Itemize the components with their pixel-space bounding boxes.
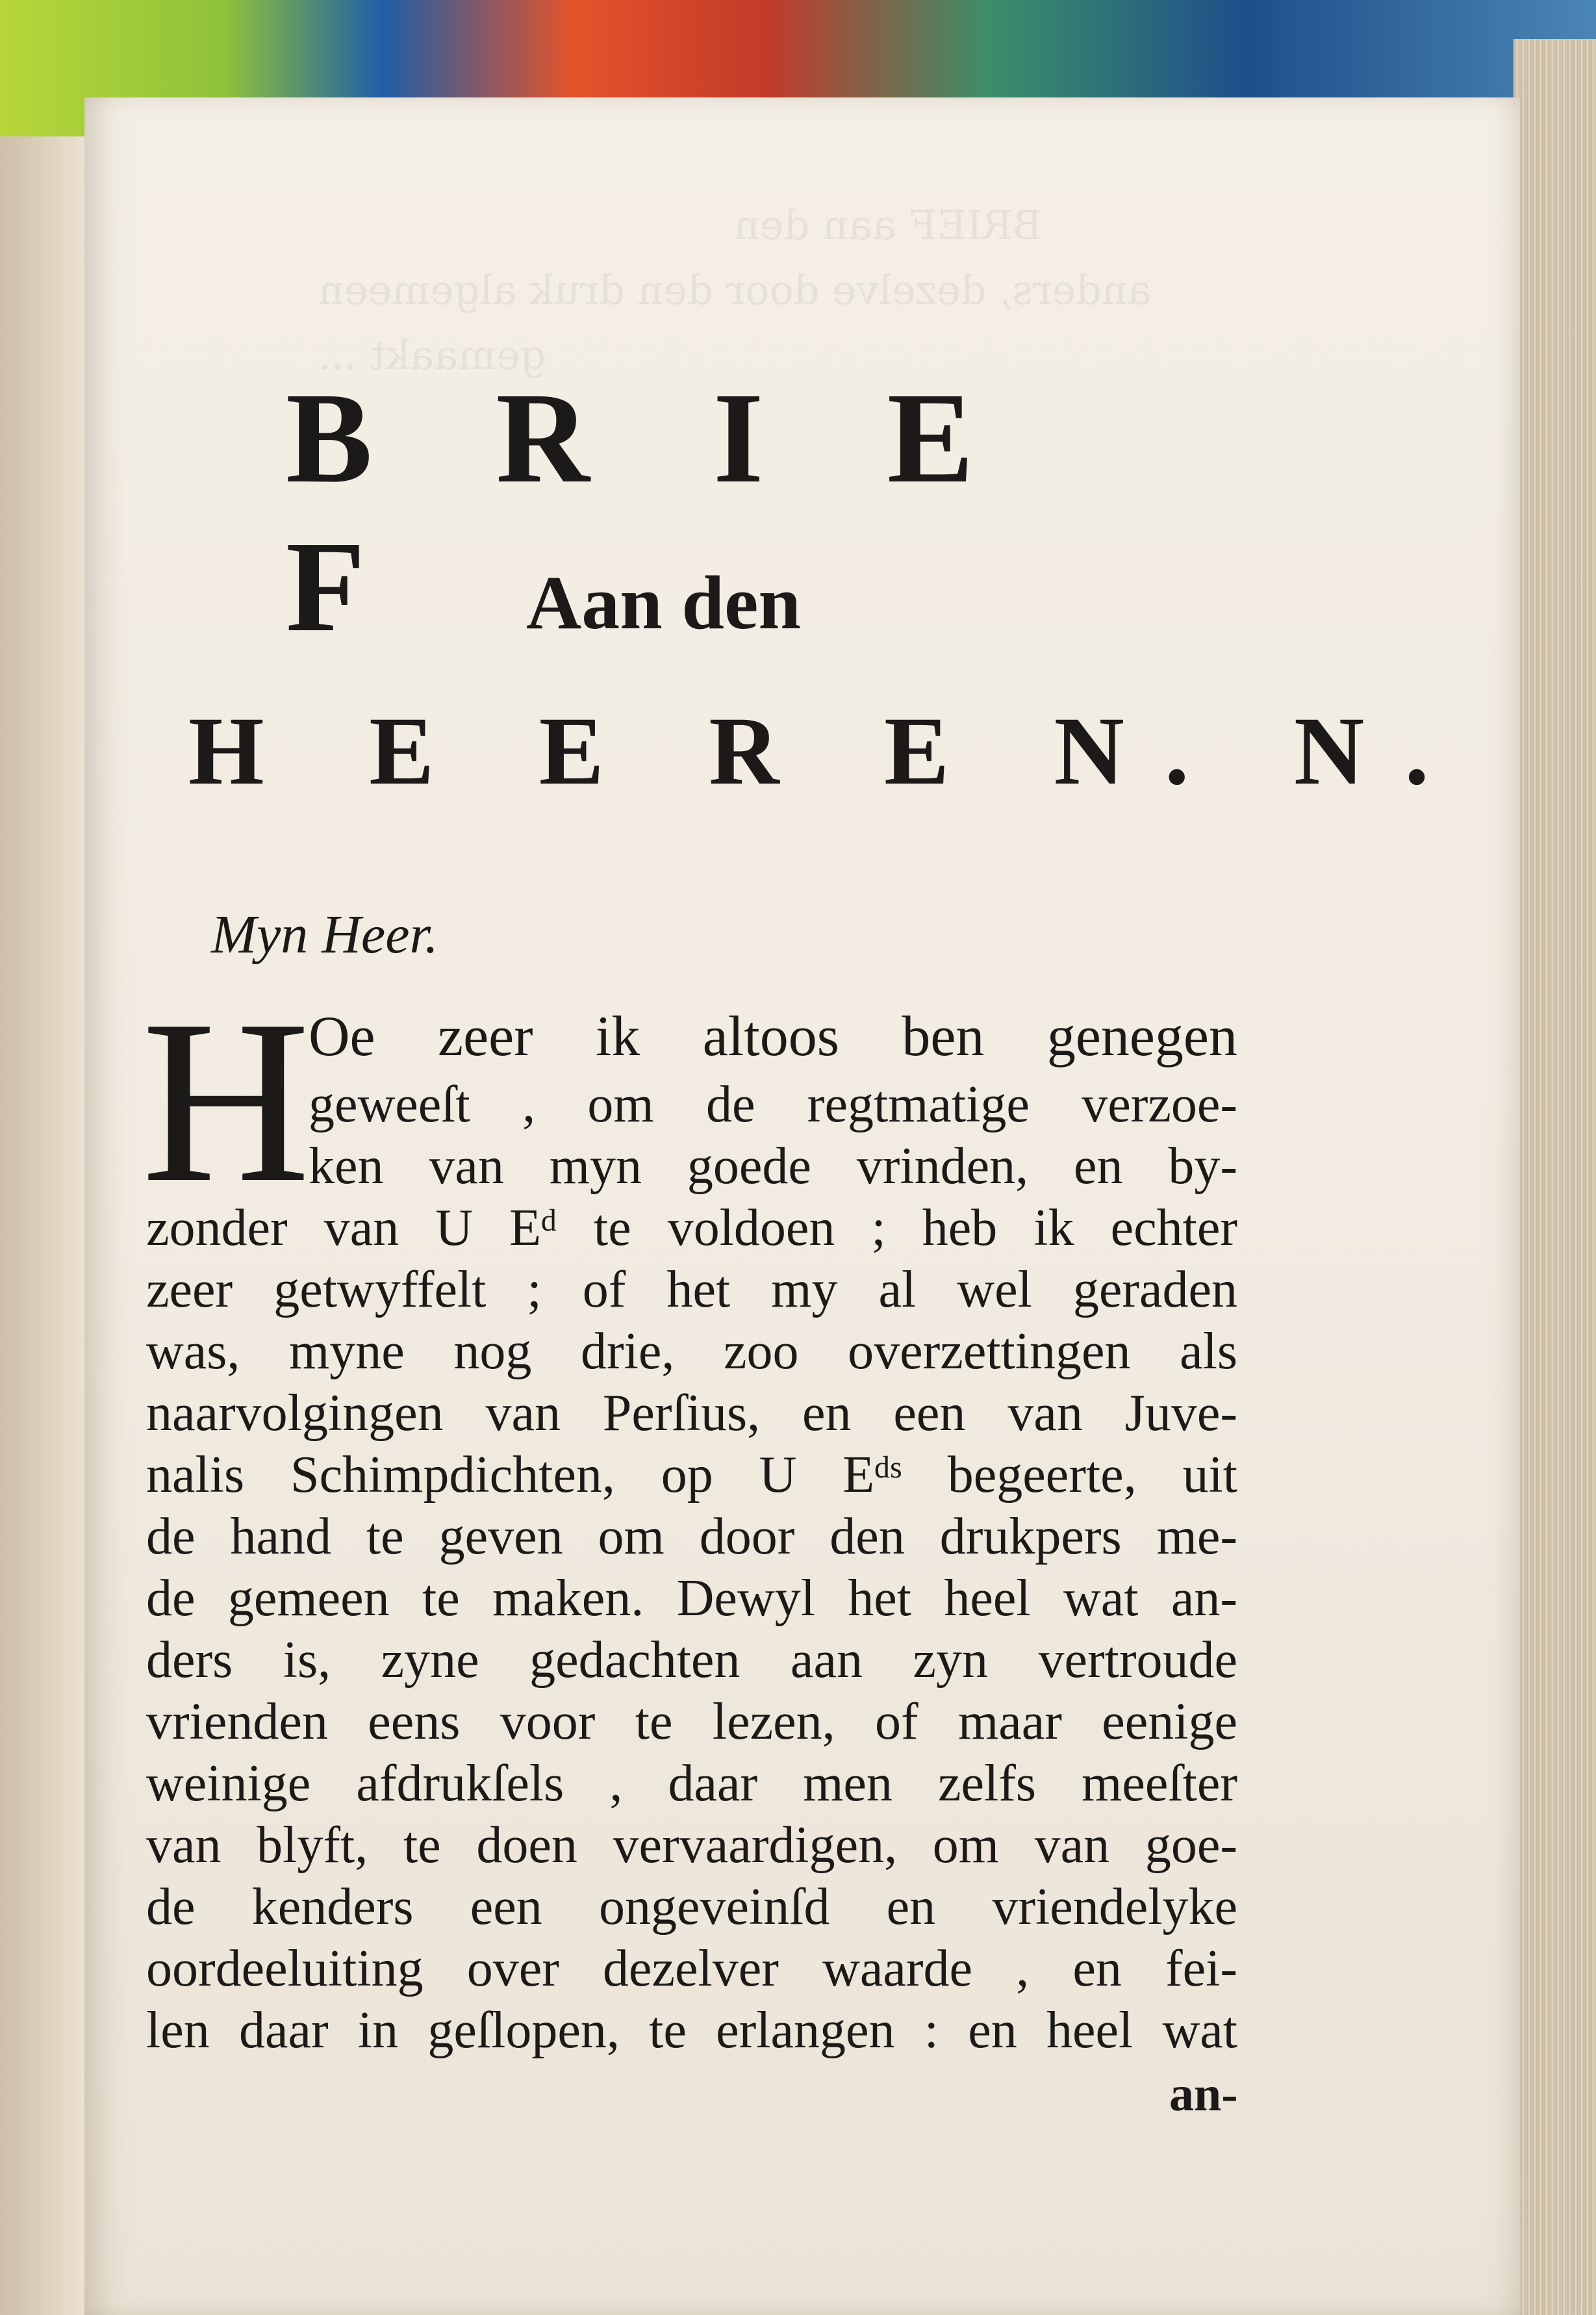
- text-line: was, myne nog drie, zoo overzettingen als: [146, 1323, 1237, 1380]
- text-line: geweeſt , om de regtmatige verzoe-: [309, 1076, 1237, 1133]
- document-addressee: H E E R E N. N.: [188, 697, 1469, 805]
- bleed-through-line: anders, dezelve door den druk algemeen: [318, 266, 1152, 314]
- text-line: zonder van U Eᵈ te voldoen ; heb ik echter: [146, 1199, 1237, 1257]
- text-line: naarvolgingen van Perſius, en een van Juve-: [146, 1385, 1237, 1442]
- text-line: nalis Schimpdichten, op U Eᵈˢ begeerte, uit: [146, 1446, 1237, 1503]
- text-line: van blyft, te doen vervaardigen, om van goe-: [146, 1817, 1237, 1874]
- document-title: B R I E F: [286, 366, 1020, 659]
- text-line: weinige afdrukſels , daar men zelfs meeſter: [146, 1755, 1237, 1812]
- text-line: ken van myn goede vrinden, en by-: [309, 1138, 1237, 1195]
- text-line: zeer getwyffelt ; of het my al wel geraden: [146, 1261, 1237, 1318]
- text-line: oordeeluiting over dezelver waarde , en fei-: [146, 1940, 1237, 1997]
- text-line: ders is, zyne gedachten aan zyn vertroude: [146, 1631, 1237, 1689]
- text-line: de kenders een ongeveinſd en vriendelyke: [146, 1878, 1237, 1936]
- document-subtitle: Aan den: [526, 560, 801, 645]
- salutation: Myn Heer.: [211, 904, 438, 965]
- text-line: len daar in geſlopen, te erlangen : en heel wat: [146, 2002, 1237, 2059]
- drop-cap: H: [142, 971, 310, 1231]
- catchword: an-: [1169, 2067, 1238, 2121]
- text-line: de gemeen te maken. Dewyl het heel wat an-: [146, 1570, 1237, 1627]
- text-line: Oe zeer ik altoos ben genegen: [309, 1005, 1237, 1068]
- bleed-through-line: BRIEF aan den: [734, 201, 1043, 249]
- page-edges: [1514, 39, 1596, 2315]
- text-line: vrienden eens voor te lezen, of maar eenige: [146, 1693, 1237, 1750]
- bleed-through-line: gemaakt ...: [318, 331, 546, 379]
- text-line: de hand te geven om door den drukpers me-: [146, 1508, 1237, 1565]
